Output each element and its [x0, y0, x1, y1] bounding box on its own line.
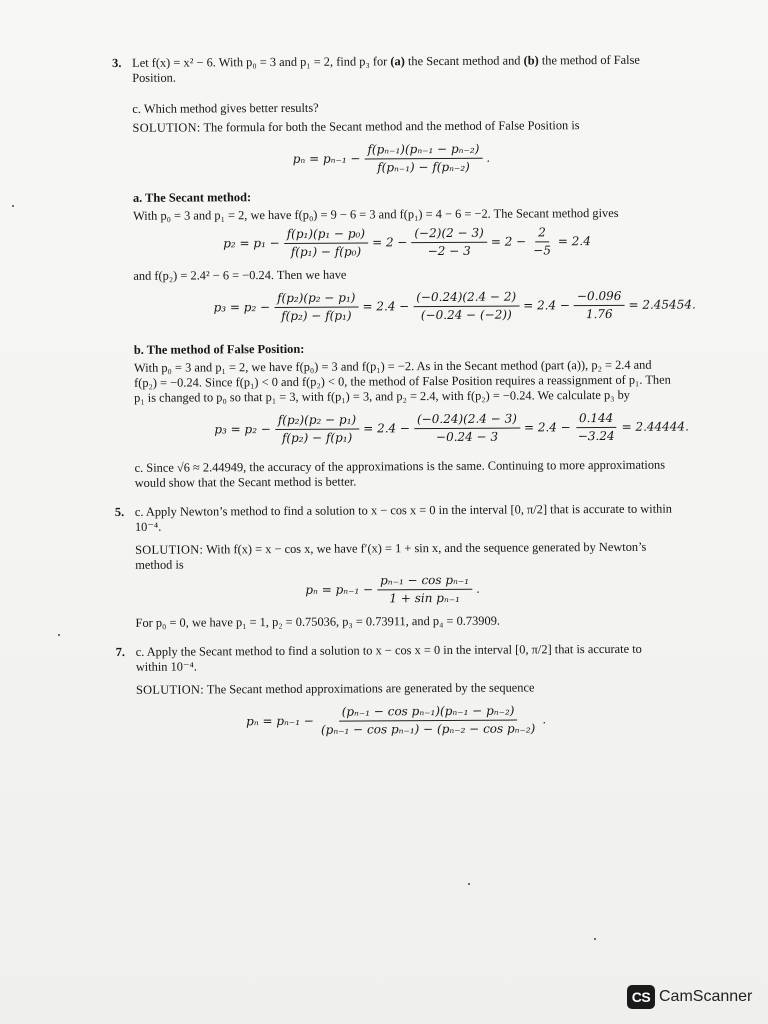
fraction-denominator: f(p₂) − f(p₁): [281, 430, 353, 445]
problem-statement: c. Apply the Secant method to find a solution to x − cos x = 0 in the interval [0, π/2] that is accurate to within 10⁻⁴.: [135, 641, 642, 674]
fraction-numerator: 0.144: [576, 411, 616, 428]
solution-intro: [136, 680, 676, 698]
fraction-numerator: (pₙ₋₁ − cos pₙ₋₁)(pₙ₋₁ − pₙ₋₂): [339, 704, 518, 722]
fraction-denominator: 1 + sin pₙ₋₁: [389, 590, 460, 606]
equation-period: .: [542, 712, 547, 727]
part-a-ref: (a): [390, 54, 405, 69]
problem-5: [115, 502, 676, 631]
formula-fraction: [364, 142, 482, 176]
fraction-numerator: 2: [535, 225, 549, 242]
part-c-answer: c. Since √6 ≈ 2.44949, the accuracy of the approximations is the same. Continuing to more approximations would show that the Secant method is better.: [134, 457, 666, 490]
solution-text: With f(x) = x − cos x, we have f′(x) = 1 + sin x, and the sequence generated by Newton’s method is: [135, 539, 647, 572]
scan-speck: [12, 205, 14, 207]
scan-speck: [58, 634, 60, 636]
solution-label: SOLUTION:: [135, 542, 204, 557]
problem-7: [116, 642, 677, 739]
newton-result: For p₀ = 0, we have p₁ = 1, p₂ = 0.75036, p₃ = 0.73911, and p₄ = 0.73909.: [135, 613, 501, 630]
problem-statement: c. Apply Newton’s method to find a solution to x − cos x = 0 in the interval [0, π/2] that is accurate to within 10⁻⁴.: [134, 501, 672, 534]
problem-number: 5.: [114, 504, 125, 519]
equation-fraction: [575, 411, 618, 444]
part-a-text: With p₀ = 3 and p₁ = 2, we have f(p₀) = 9 − 6 = 3 and f(p₁) = 4 − 6 = −2. The Secant method gives: [132, 205, 619, 223]
solution-text: The formula for both the Secant method and the method of False Position is: [200, 118, 580, 135]
equation-step: = 2.4 −: [523, 420, 571, 435]
equation-result: = 2.44444.: [621, 419, 689, 434]
equation-lhs: pₙ = pₙ₋₁ −: [305, 582, 374, 597]
scan-speck: [594, 938, 596, 940]
formula-denominator: f(pₙ₋₁) − f(pₙ₋₂): [377, 159, 470, 175]
fraction-denominator: −0.24 − 3: [435, 429, 499, 445]
equation-step: = 2 −: [490, 234, 527, 249]
statement-text: Let f(x) = x² − 6. With p₀ = 3 and p₁ = 2, find p₃ for: [132, 54, 391, 70]
equation-result: = 2.45454.: [628, 297, 696, 312]
formula-numerator: f(pₙ₋₁)(pₙ₋₁ − pₙ₋₂): [364, 142, 482, 160]
fraction-numerator: (−0.24)(2.4 − 2): [413, 290, 519, 308]
fraction-numerator: −0.096: [574, 289, 625, 306]
secant-p3-equation: [213, 288, 696, 325]
problem-number: 3.: [112, 55, 122, 70]
solution-intro: [132, 118, 672, 136]
part-a-text2: and f(p₂) = 2.4² − 6 = −0.24. Then we have: [133, 267, 347, 283]
equation-fraction: [413, 290, 519, 324]
equation-lhs: p₂ = p₁ −: [223, 235, 280, 251]
fraction-denominator: −3.24: [577, 428, 615, 444]
solution-text: The Secant method approximations are generated by the sequence: [203, 680, 535, 697]
fraction-denominator: (pₙ₋₁ − cos pₙ₋₁) − (pₙ₋₂ − cos pₙ₋₂): [320, 721, 536, 737]
fraction-numerator: f(p₁)(p₁ − p₀): [284, 226, 368, 244]
equation-step: = 2.4 −: [363, 421, 411, 436]
fraction-denominator: (−0.24 − (−2)): [420, 307, 512, 323]
equation-period: .: [476, 581, 480, 596]
equation-lhs: p₃ = p₂ −: [214, 422, 271, 437]
formula-lhs: pₙ = pₙ₋₁ −: [292, 151, 361, 166]
solution-label: SOLUTION:: [132, 120, 201, 135]
general-formula: [293, 141, 673, 176]
fraction-denominator: 1.76: [585, 306, 613, 322]
scan-speck: [468, 883, 470, 885]
part-c-question: c. Which method gives better results?: [132, 100, 319, 116]
equation-lhs: pₙ = pₙ₋₁ −: [246, 713, 314, 729]
equation-fraction: [318, 703, 539, 737]
page-content: [112, 43, 696, 739]
equation-fraction: [414, 412, 520, 446]
part-b-ref: (b): [523, 53, 539, 68]
part-b-text: With p₀ = 3 and p₁ = 2, we have f(p₀) = 3 and f(p₁) = −2. As in the Secant method (part (a)), p₂ = 2.4 and f(p₂) = −0.24. Since f(p₁) < 0 and f(p₂) < 0, the method of False Position requires a reassignment of p₁. Then p₁ is changed to p₀ so that p₁ = 3, with f(p₁) = 3, and p₂ = 2.4, with f(p₂) = −0.24. We calculate p₃ by: [133, 357, 671, 405]
fraction-numerator: (−0.24)(2.4 − 3): [414, 412, 520, 430]
equation-lhs: p₃ = p₂ −: [213, 300, 271, 315]
solution-label: SOLUTION:: [135, 682, 205, 697]
equation-step: = 2.4 −: [523, 298, 571, 313]
fraction-numerator: f(p₂)(p₂ − p₁): [274, 290, 358, 308]
equation-fraction: [530, 225, 554, 258]
fraction-numerator: pₙ₋₁ − cos pₙ₋₁: [377, 573, 472, 591]
equation-fraction: [284, 226, 369, 260]
equation-step: = 2.4 −: [362, 299, 410, 314]
equation-fraction: [411, 226, 487, 259]
equation-fraction: [274, 290, 359, 324]
equation-result: = 2.4: [557, 234, 591, 249]
secant-p2-equation: [223, 225, 673, 261]
camscanner-logo-icon: CS: [627, 985, 655, 1009]
camscanner-watermark: [627, 985, 752, 1009]
formula-period: .: [486, 150, 491, 165]
problem-number: 7.: [115, 644, 126, 659]
fraction-denominator: −5: [533, 243, 552, 258]
camscanner-label: CamScanner: [659, 988, 753, 1005]
secant-sequence-equation: [246, 703, 676, 739]
newton-equation: [305, 572, 675, 607]
equation-step: = 2 −: [372, 235, 408, 250]
fraction-denominator: f(p₂) − f(p₁): [281, 308, 352, 323]
fraction-denominator: −2 − 3: [427, 243, 471, 259]
part-a-heading: a. The Secant method:: [132, 190, 252, 205]
problem-statement: [132, 53, 672, 86]
equation-fraction: [377, 573, 472, 607]
fraction-numerator: f(p₂)(p₂ − p₁): [275, 412, 359, 430]
fraction-denominator: f(p₁) − f(p₀): [290, 244, 362, 259]
part-b-heading: b. The method of False Position:: [133, 341, 305, 357]
fraction-numerator: (−2)(2 − 3): [411, 226, 486, 243]
solution-intro: [135, 540, 675, 573]
equation-fraction: [275, 412, 360, 446]
statement-text: the method of False Position.: [132, 52, 640, 85]
statement-text: the Secant method and: [404, 53, 524, 69]
problem-3: [112, 52, 696, 491]
false-position-p3-equation: [214, 410, 689, 447]
equation-fraction: [574, 289, 625, 322]
